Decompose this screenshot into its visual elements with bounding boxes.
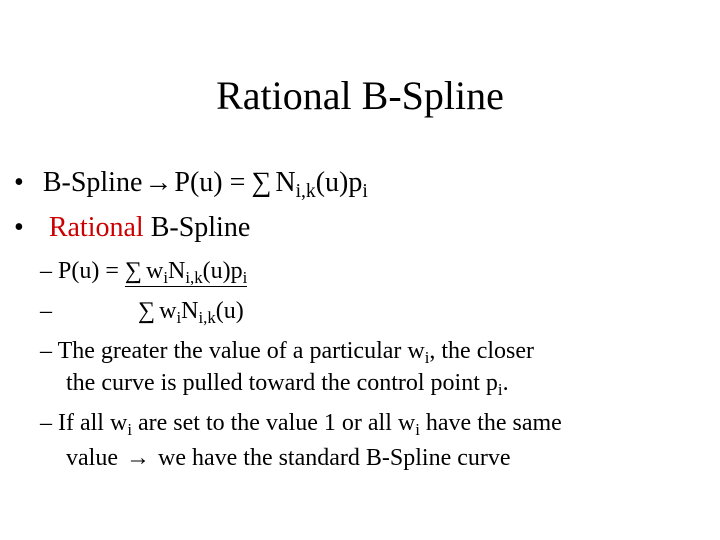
sigma-symbol: ∑ (138, 298, 156, 324)
sub-dash: – (40, 338, 52, 364)
weight-subscript: i (424, 348, 430, 368)
basis-n: N (181, 298, 199, 324)
bspline-label: B-Spline (150, 212, 251, 243)
sigma-symbol: ∑ (251, 167, 272, 198)
basis-subscript: i,k (295, 180, 316, 202)
sub-bullet-weight-effect-cont (66, 368, 509, 398)
weight-subscript: i (163, 268, 168, 288)
point-subscript: i (242, 268, 248, 288)
sub-bullet-weight-effect (40, 336, 534, 366)
basis-tail: (u)p (315, 167, 363, 198)
bullet-bspline-definition (14, 166, 368, 200)
uniform-text-d: value (66, 445, 118, 471)
sub-bullet-uniform-weights-cont (66, 443, 511, 473)
equation-lhs: P(u) = (58, 258, 119, 284)
point-subscript: i (497, 380, 503, 400)
bullet-marker: • (14, 212, 24, 243)
fraction-numerator (125, 256, 247, 287)
rational-highlight: Rational (48, 212, 144, 243)
weight-w: w (145, 258, 164, 284)
basis-n: N (168, 258, 186, 284)
bspline-label: B-Spline (42, 167, 143, 198)
sub-dash: – (40, 298, 52, 324)
uniform-text-a: If all w (58, 410, 128, 436)
right-arrow-icon: → (125, 445, 150, 471)
weight-effect-text-b: , the closer (429, 338, 535, 364)
basis-tail: (u) (215, 298, 244, 324)
basis-n: N (275, 167, 296, 198)
equation-lhs: P(u) = (174, 167, 246, 198)
weight-subscript: i (415, 420, 420, 440)
sub-dash: – (40, 410, 52, 436)
basis-subscript: i,k (198, 308, 216, 328)
sigma-symbol: ∑ (124, 258, 142, 284)
weight-subscript: i (127, 420, 132, 440)
sub-bullet-denominator (40, 296, 244, 326)
point-subscript: i (362, 180, 368, 202)
right-arrow-icon: → (144, 167, 173, 198)
sub-dash: – (40, 258, 52, 284)
uniform-text-e: we have the standard B-Spline curve (151, 445, 511, 471)
fraction-denominator (138, 296, 244, 326)
weight-w: w (159, 298, 177, 324)
weight-effect-text-d: . (502, 370, 509, 396)
slide-title: Rational B-Spline (216, 73, 504, 118)
basis-tail: (u)p (202, 258, 243, 284)
sub-bullet-numerator (40, 256, 247, 287)
uniform-text-c: have the same (419, 410, 562, 436)
basis-subscript: i,k (185, 268, 203, 288)
weight-effect-text-c: the curve is pulled toward the control point p (66, 370, 498, 396)
bullet-rational-bspline (14, 211, 250, 245)
bullet-marker: • (14, 167, 24, 198)
uniform-text-b: are set to the value 1 or all w (131, 410, 416, 436)
weight-subscript: i (176, 308, 182, 328)
sub-bullet-uniform-weights (40, 408, 562, 438)
weight-effect-text-a: The greater the value of a particular w (57, 338, 425, 364)
